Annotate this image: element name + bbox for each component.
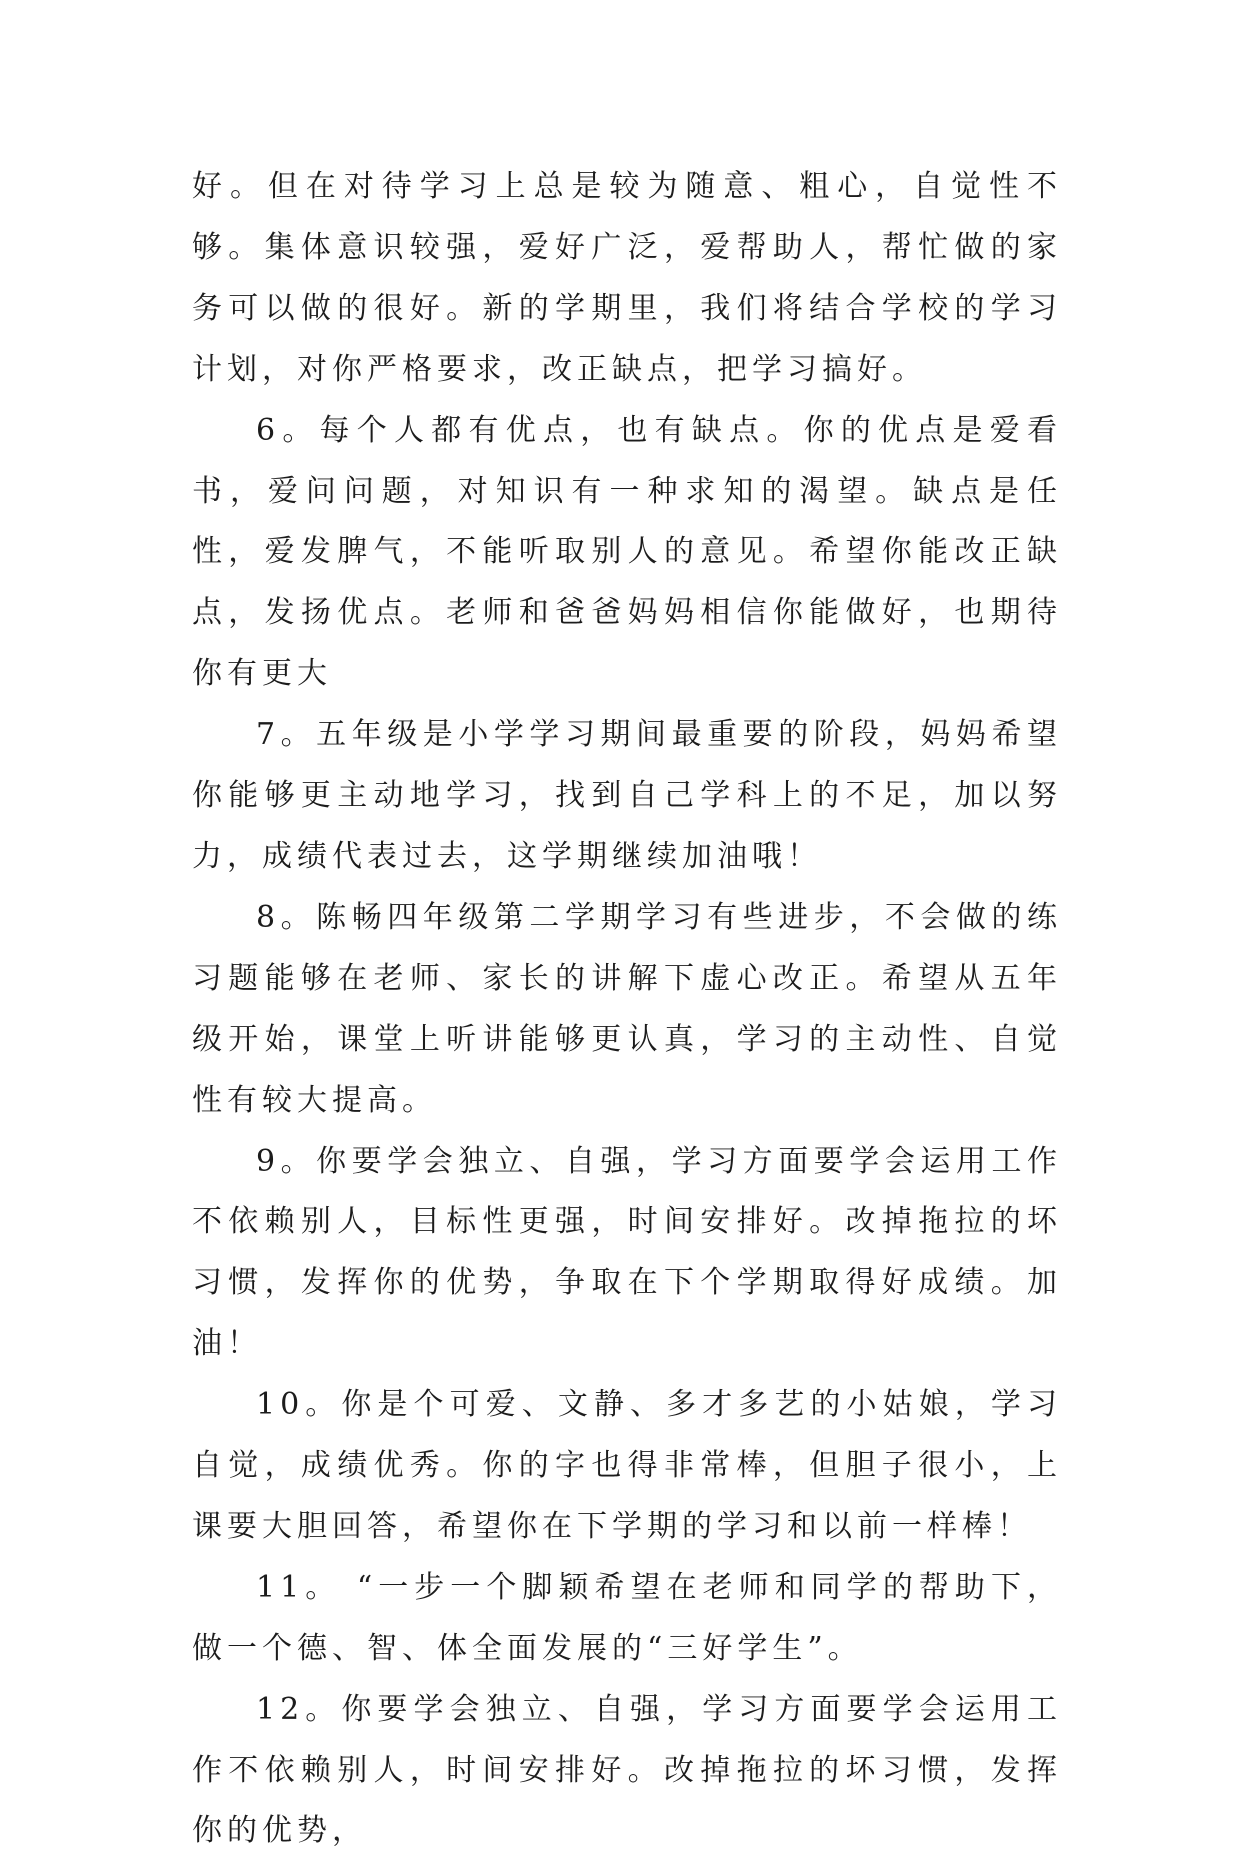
document-body [192, 157, 1062, 1862]
paragraph-6: 6。每个人都有优点，也有缺点。你的优点是爱看书，爱问问题，对知识有一种求知的渴望。缺点是任性，爱发脾气，不能听取别人的意见。希望你能改正缺点，发扬优点。老师和爸爸妈妈相信你能做好，也期待你有更大 [192, 412, 1062, 692]
paragraph-7: 7。五年级是小学学习期间最重要的阶段，妈妈希望你能够更主动地学习，找到自己学科上的不足，加以努力，成绩代表过去，这学期继续加油哦！ [192, 717, 1062, 874]
paragraph-8: 8。陈畅四年级第二学期学习有些进步，不会做的练习题能够在老师、家长的讲解下虚心改正。希望从五年级开始，课堂上听讲能够更认真，学习的主动性、自觉性有较大提高。 [192, 899, 1062, 1118]
paragraph-11: 11。 “一步一个脚颖希望在老师和同学的帮助下，做一个德、智、体全面发展的“三好学生”。 [192, 1569, 1062, 1666]
paragraph-10: 10。你是个可爱、文静、多才多艺的小姑娘，学习自觉，成绩优秀。你的字也得非常棒，但胆子很小，上课要大胆回答，希望你在下学期的学习和以前一样棒！ [192, 1387, 1062, 1544]
paragraph-9: 9。你要学会独立、自强，学习方面要学会运用工作不依赖别人，目标性更强，时间安排好。改掉拖拉的坏习惯，发挥你的优势，争取在下个学期取得好成绩。加油！ [192, 1143, 1062, 1362]
paragraph-12: 12。你要学会独立、自强，学习方面要学会运用工作不依赖别人，时间安排好。改掉拖拉的坏习惯，发挥你的优势， [192, 1691, 1062, 1849]
paragraph-5-continuation: 好。但在对待学习上总是较为随意、粗心，自觉性不够。集体意识较强，爱好广泛，爱帮助人，帮忙做的家务可以做的很好。新的学期里，我们将结合学校的学习计划，对你严格要求，改正缺点，把学习搞好。 [192, 169, 1062, 387]
